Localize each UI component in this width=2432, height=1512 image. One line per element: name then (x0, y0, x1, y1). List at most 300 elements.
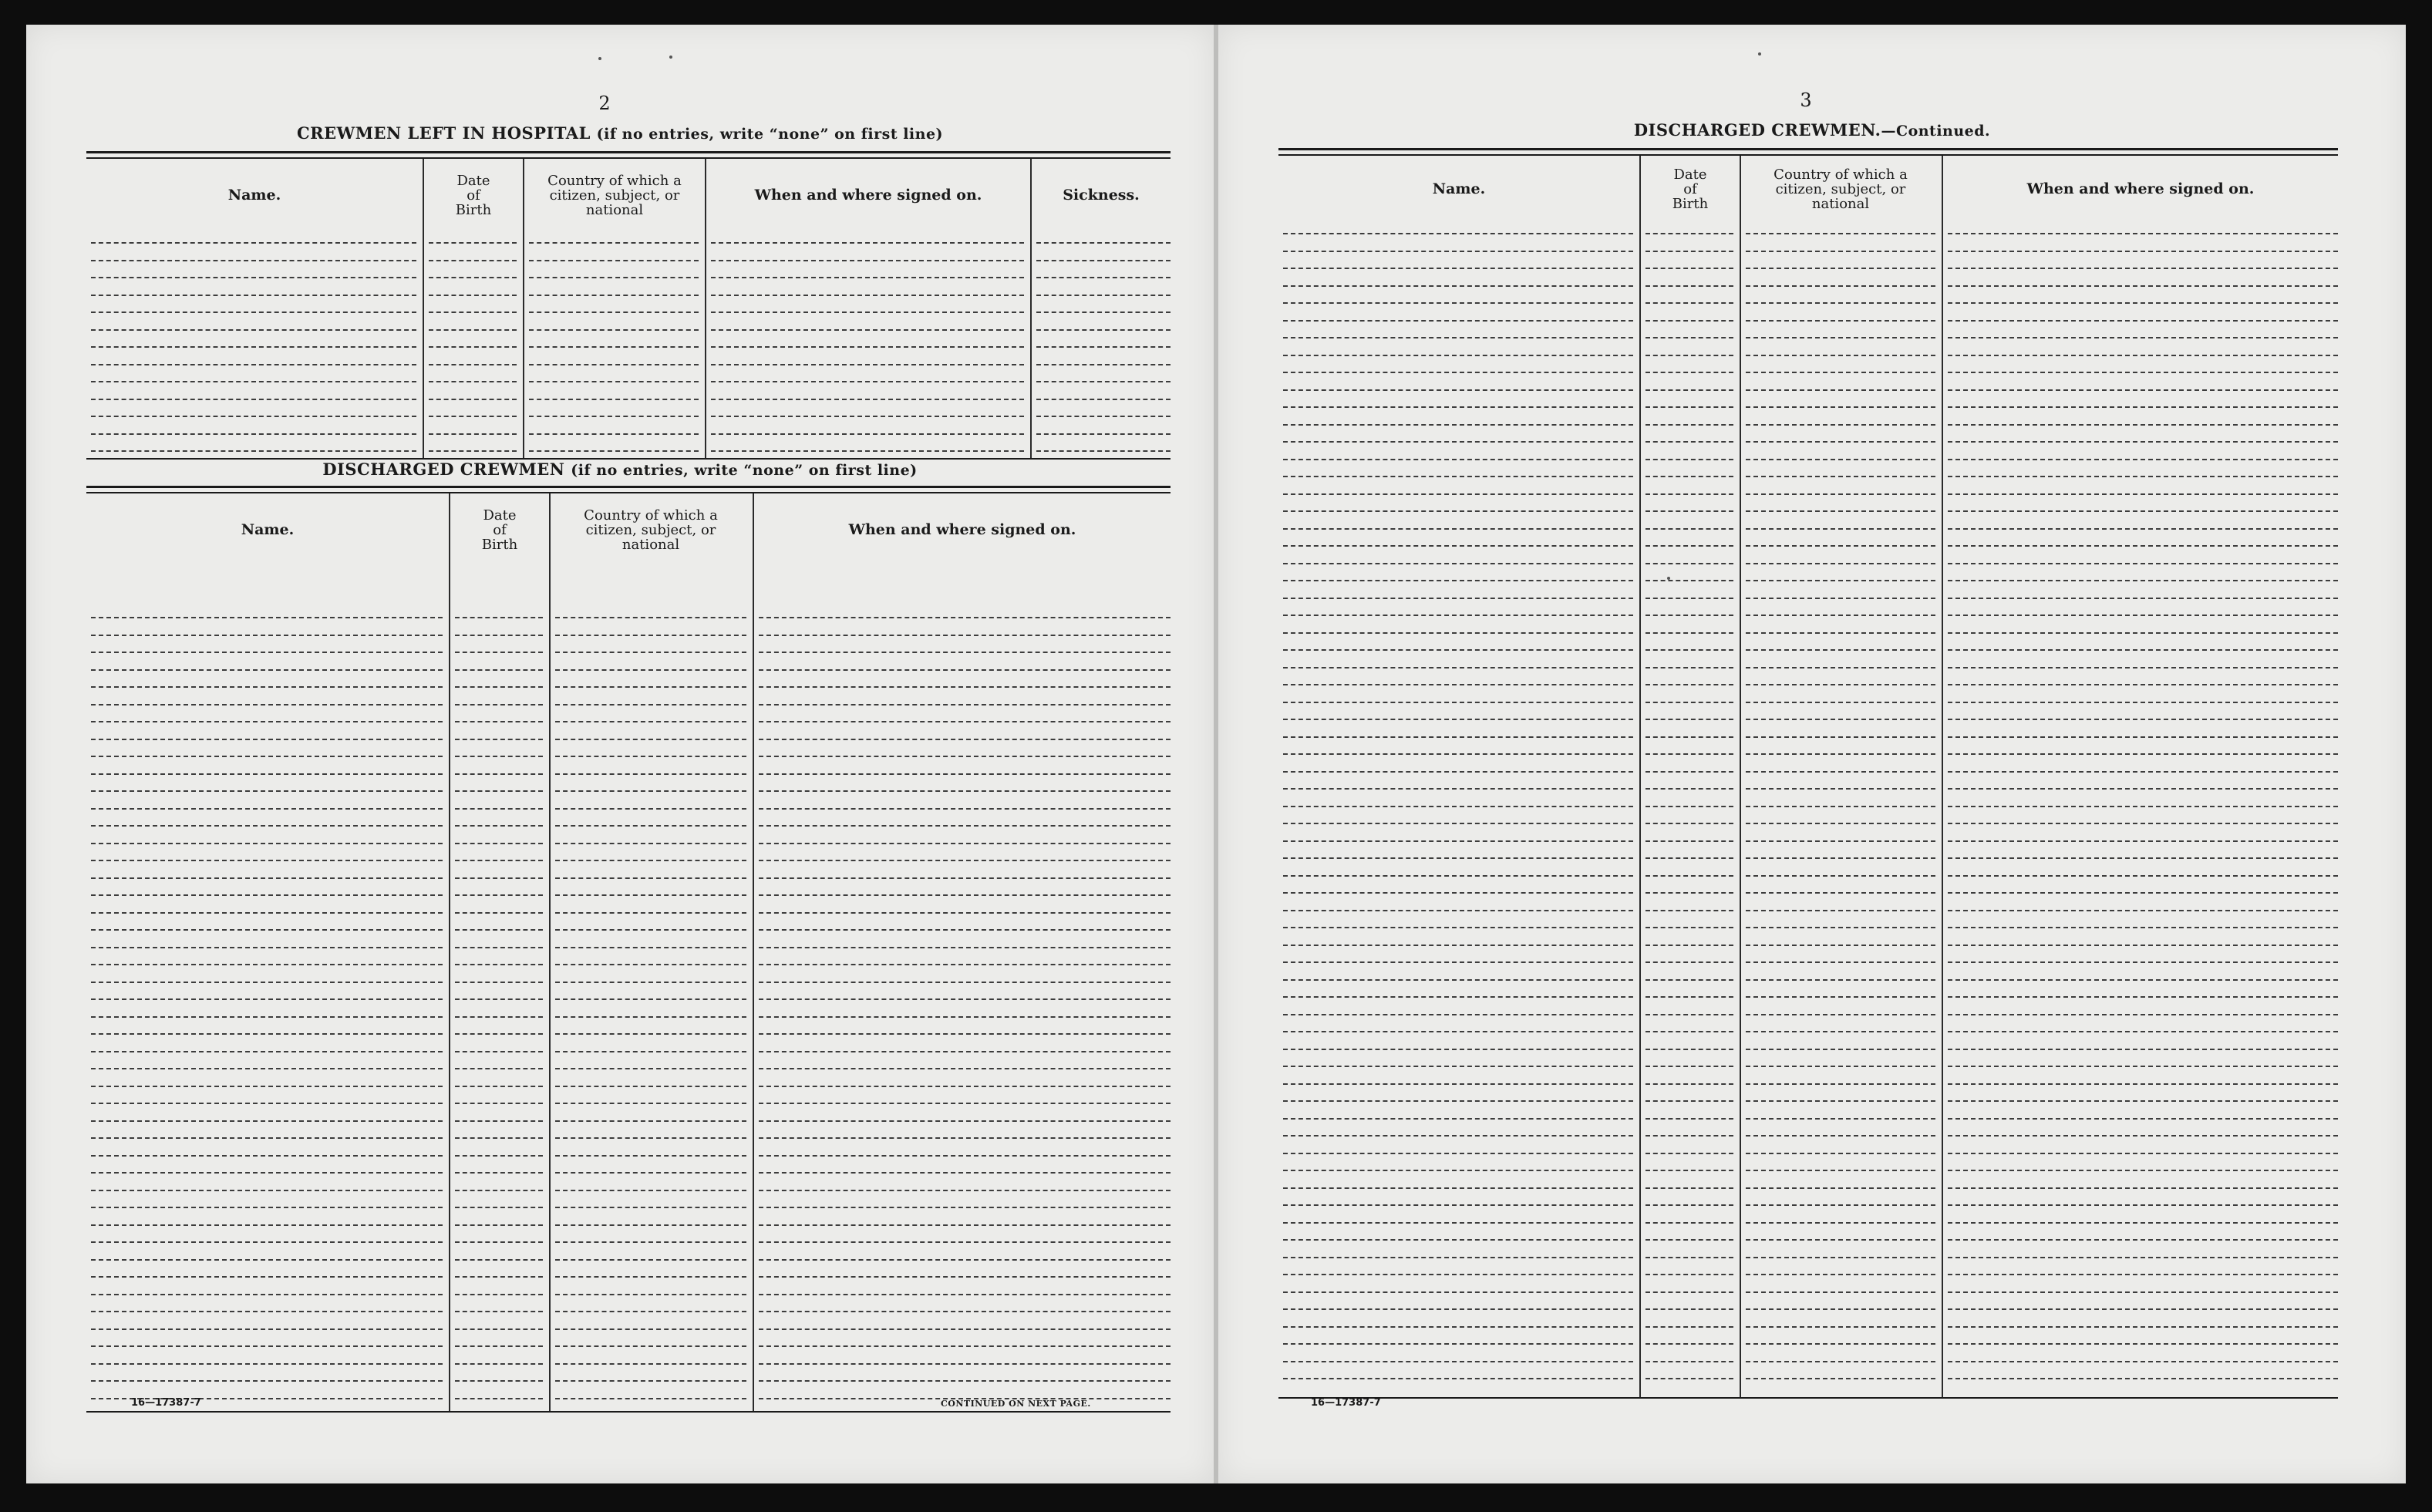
entry-line (555, 1380, 746, 1382)
entry-line (759, 1259, 1171, 1261)
entry-line (1746, 406, 1935, 408)
entry-line (1746, 771, 1935, 773)
entry-line (1283, 1291, 1633, 1293)
entry-line (1645, 233, 1733, 234)
entry-line (555, 739, 746, 740)
entry-line (1645, 1239, 1733, 1241)
entry-line (91, 1207, 443, 1208)
entry-line (1948, 372, 2338, 373)
entry-line (1746, 875, 1935, 877)
entry-line (91, 1190, 443, 1191)
entry-line (455, 964, 543, 965)
scan-speck (1667, 577, 1670, 580)
entry-line (711, 260, 1024, 261)
entry-line (1036, 364, 1171, 365)
entry-line (1645, 649, 1733, 651)
entry-line (455, 617, 543, 618)
entry-line (91, 1259, 443, 1261)
entry-line (1283, 840, 1633, 842)
entry-line (555, 1328, 746, 1330)
entry-line (1746, 788, 1935, 790)
entry-line (1036, 277, 1171, 278)
entry-line (1645, 719, 1733, 720)
entry-line (91, 982, 443, 983)
entry-line (759, 704, 1171, 705)
entry-line (91, 686, 443, 688)
entry-line (455, 860, 543, 861)
entry-line (1283, 372, 1633, 373)
entry-line (1948, 1100, 2338, 1102)
entry-line (1645, 1274, 1733, 1275)
entry-line (1746, 806, 1935, 807)
discharged-table (86, 486, 1171, 1413)
entry-line (1283, 945, 1633, 946)
entry-line (555, 1033, 746, 1035)
entry-line (759, 808, 1171, 810)
entry-line (1645, 684, 1733, 685)
hospital-section-title (26, 123, 1214, 143)
entry-line (455, 998, 543, 1000)
entry-line (1645, 736, 1733, 738)
entry-line (1746, 736, 1935, 738)
entry-line (1746, 598, 1935, 599)
entry-line (1746, 1274, 1935, 1275)
entry-line (91, 1172, 443, 1174)
entry-line (1036, 346, 1171, 348)
entry-line (759, 790, 1171, 792)
entry-line (91, 1016, 443, 1018)
entry-line (429, 346, 517, 348)
entry-line (759, 1345, 1171, 1347)
entry-line (455, 877, 543, 879)
entry-line (455, 669, 543, 671)
entry-line (1036, 295, 1171, 296)
entry-line (1948, 857, 2338, 859)
entry-line (91, 843, 443, 844)
entry-line (759, 1086, 1171, 1087)
entry-line (1948, 1343, 2338, 1345)
entry-line (1948, 702, 2338, 703)
entry-line (91, 877, 443, 879)
entry-line (455, 929, 543, 931)
entry-line (1283, 1239, 1633, 1241)
entry-line (1948, 927, 2338, 928)
entry-line (91, 329, 416, 331)
entry-line (555, 1068, 746, 1069)
entry-line (1645, 1326, 1733, 1328)
entry-line (455, 739, 543, 740)
entry-line (555, 1259, 746, 1261)
entry-line (1645, 251, 1733, 252)
entry-line (1645, 1257, 1733, 1258)
entry-line (1948, 788, 2338, 790)
entry-line (1283, 337, 1633, 338)
entry-line (1746, 424, 1935, 426)
entry-line (1746, 1222, 1935, 1224)
entry-line (1645, 528, 1733, 530)
entry-line (91, 1328, 443, 1330)
entry-line (1283, 806, 1633, 807)
entry-line (711, 311, 1024, 313)
entry-line (1645, 337, 1733, 338)
entry-line (1645, 459, 1733, 460)
discharged-continued-title-text: DISCHARGED CREWMEN. (1633, 120, 1881, 140)
entry-line (711, 329, 1024, 331)
entry-line (1746, 233, 1935, 234)
entry-line (1645, 788, 1733, 790)
entry-line (1283, 459, 1633, 460)
entry-line (91, 998, 443, 1000)
entry-line (1746, 649, 1935, 651)
entry-line (1283, 632, 1633, 634)
entry-line (759, 894, 1171, 896)
entry-line (1645, 1361, 1733, 1362)
entry-line (529, 311, 699, 313)
entry-line (455, 1241, 543, 1243)
entry-line (759, 1120, 1171, 1122)
entry-line (711, 433, 1024, 435)
entry-line (1746, 910, 1935, 911)
discharged-title-text: DISCHARGED CREWMEN (322, 460, 565, 479)
entry-line (1283, 563, 1633, 564)
entry-line (1645, 1343, 1733, 1345)
entry-line (1645, 910, 1733, 911)
entry-line (1746, 753, 1935, 755)
entry-line (1948, 1014, 2338, 1015)
discharged-continued-table (1278, 148, 2338, 1399)
entry-line (1948, 1378, 2338, 1379)
entry-line (1746, 372, 1935, 373)
entry-line (1948, 406, 2338, 408)
entry-line (1645, 1066, 1733, 1067)
entry-line (1283, 979, 1633, 981)
entry-line (759, 1224, 1171, 1226)
entry-line (555, 635, 746, 636)
entry-line (1746, 355, 1935, 356)
entry-line (91, 346, 416, 348)
entry-line (1746, 1361, 1935, 1362)
entry-line (1283, 892, 1633, 894)
entry-line (1948, 563, 2338, 564)
entry-line (1645, 1100, 1733, 1102)
entry-line (91, 860, 443, 861)
entry-line (1746, 1257, 1935, 1258)
hospital-title-note: (if no entries, write “none” on first line) (596, 126, 944, 143)
entry-line (91, 635, 443, 636)
entry-line (1948, 1170, 2338, 1171)
entry-line (555, 1224, 746, 1226)
entry-line (759, 669, 1171, 671)
entry-line (455, 1294, 543, 1295)
entry-line (1283, 302, 1633, 304)
entry-line (1746, 961, 1935, 963)
entry-line (1948, 649, 2338, 651)
entry-line (555, 773, 746, 775)
entry-line (759, 1363, 1171, 1365)
entry-line (1645, 441, 1733, 443)
entry-line (455, 825, 543, 827)
form-number: 16—17387-7 (1311, 1397, 1381, 1409)
entry-line (455, 1328, 543, 1330)
entry-line (1746, 320, 1935, 322)
entry-line (1645, 615, 1733, 616)
entry-line (555, 1137, 746, 1139)
entry-line (1283, 788, 1633, 790)
entry-line (529, 381, 699, 382)
entry-line (529, 277, 699, 278)
entry-line (455, 982, 543, 983)
entry-line (455, 1137, 543, 1139)
entry-line (455, 773, 543, 775)
entry-line (91, 669, 443, 671)
entry-line (1948, 979, 2338, 981)
entry-line (91, 790, 443, 792)
entry-line (1283, 719, 1633, 720)
entry-line (1746, 528, 1935, 530)
entry-line (429, 364, 517, 365)
entry-line (429, 381, 517, 382)
entry-line (555, 947, 746, 948)
entry-line (429, 260, 517, 261)
entry-line (555, 1190, 746, 1191)
entry-line (1948, 355, 2338, 356)
entry-line (1036, 450, 1171, 452)
entry-line (1645, 1204, 1733, 1206)
entry-line (1746, 702, 1935, 703)
entry-line (1645, 979, 1733, 981)
entry-line (1283, 1222, 1633, 1224)
entry-line (759, 1241, 1171, 1243)
entry-line (555, 877, 746, 879)
col-header-date-of-birth: Date of Birth (455, 172, 492, 218)
entry-line (1948, 684, 2338, 685)
entry-line (1283, 580, 1633, 581)
discharged-title-note: (if no entries, write “none” on first line) (571, 462, 918, 479)
entry-line (1948, 302, 2338, 304)
entry-line (1645, 632, 1733, 634)
entry-line (555, 982, 746, 983)
entry-line (1746, 667, 1935, 668)
entry-line (1283, 493, 1633, 495)
entry-line (429, 433, 517, 435)
entry-line (1283, 1274, 1633, 1275)
entry-line (455, 1068, 543, 1069)
entry-line (91, 311, 416, 313)
entry-line (555, 912, 746, 914)
entry-line (759, 739, 1171, 740)
entry-line (1948, 806, 2338, 807)
entry-line (1948, 598, 2338, 599)
entry-line (1645, 355, 1733, 356)
right-page (1218, 25, 2406, 1483)
page-number: 2 (598, 93, 611, 114)
entry-line (555, 860, 746, 861)
entry-line (1283, 389, 1633, 391)
entry-line (1283, 320, 1633, 322)
entry-line (1746, 389, 1935, 391)
col-header-sickness: Sickness. (1063, 187, 1140, 204)
entry-line (1746, 510, 1935, 512)
entry-line (1283, 961, 1633, 963)
col-header-name: Name. (1432, 180, 1486, 197)
entry-line (429, 416, 517, 417)
entry-line (455, 1259, 543, 1261)
entry-line (1283, 1204, 1633, 1206)
entry-line (91, 1051, 443, 1052)
form-number: 16—17387-7 (131, 1397, 201, 1409)
entry-line (1036, 311, 1171, 313)
entry-line (759, 773, 1171, 775)
entry-line (711, 416, 1024, 417)
entry-line (555, 1120, 746, 1122)
entry-line (1645, 1031, 1733, 1032)
entry-line (1948, 996, 2338, 998)
entry-line (1283, 510, 1633, 512)
entry-line (1948, 1187, 2338, 1189)
continued-suffix: —Continued. (1881, 123, 1991, 140)
entry-line (1283, 910, 1633, 911)
col-header-country: Country of which a citizen, subject, or national (584, 507, 718, 553)
entry-line (1746, 1326, 1935, 1328)
entry-line (429, 311, 517, 313)
entry-line (1746, 251, 1935, 252)
entry-line (1746, 1153, 1935, 1154)
entry-line (455, 912, 543, 914)
discharged-continued-entry-lines (1278, 148, 2338, 1399)
entry-line (1283, 996, 1633, 998)
entry-line (91, 739, 443, 740)
entry-line (1283, 649, 1633, 651)
entry-line (91, 381, 416, 382)
entry-line (1645, 1291, 1733, 1293)
entry-line (711, 381, 1024, 382)
entry-line (555, 998, 746, 1000)
entry-line (529, 346, 699, 348)
entry-line (1283, 233, 1633, 234)
entry-line (1283, 528, 1633, 530)
entry-line (1645, 1135, 1733, 1137)
entry-line (1746, 979, 1935, 981)
entry-line (455, 635, 543, 636)
entry-line (555, 1016, 746, 1018)
entry-line (1746, 1239, 1935, 1241)
entry-line (1948, 510, 2338, 512)
entry-line (1948, 961, 2338, 963)
entry-line (1746, 840, 1935, 842)
entry-line (1746, 1049, 1935, 1050)
entry-line (1645, 1083, 1733, 1085)
discharged-section-title (26, 460, 1214, 479)
entry-line (711, 364, 1024, 365)
entry-line (1746, 441, 1935, 443)
entry-line (1746, 857, 1935, 859)
entry-line (455, 1190, 543, 1191)
entry-line (1948, 545, 2338, 547)
entry-line (1283, 1326, 1633, 1328)
entry-line (455, 652, 543, 653)
entry-line (1645, 806, 1733, 807)
entry-line (91, 1033, 443, 1035)
entry-line (1645, 1170, 1733, 1171)
entry-line (1283, 1118, 1633, 1120)
entry-line (1746, 1100, 1935, 1102)
entry-line (455, 1155, 543, 1157)
entry-line (1036, 416, 1171, 417)
entry-line (1948, 1308, 2338, 1310)
entry-line (1283, 1066, 1633, 1067)
entry-line (529, 416, 699, 417)
entry-line (1746, 1308, 1935, 1310)
entry-line (555, 1345, 746, 1347)
entry-line (91, 1086, 443, 1087)
entry-line (1948, 736, 2338, 738)
entry-line (91, 1137, 443, 1139)
entry-line (91, 416, 416, 417)
entry-line (1645, 389, 1733, 391)
entry-line (1283, 667, 1633, 668)
entry-line (1283, 268, 1633, 269)
entry-line (555, 721, 746, 722)
entry-line (759, 686, 1171, 688)
entry-line (555, 1207, 746, 1208)
entry-line (759, 1155, 1171, 1157)
entry-line (555, 652, 746, 653)
col-header-signed-on: When and where signed on. (2026, 180, 2255, 197)
entry-line (1948, 910, 2338, 911)
entry-line (759, 1276, 1171, 1278)
entry-line (1283, 355, 1633, 356)
entry-line (555, 756, 746, 757)
entry-line (1746, 684, 1935, 685)
entry-line (1746, 580, 1935, 581)
col-header-name: Name. (227, 187, 281, 204)
entry-line (91, 947, 443, 948)
entry-line (1645, 580, 1733, 581)
entry-line (1283, 771, 1633, 773)
entry-line (759, 1051, 1171, 1052)
entry-line (91, 450, 416, 452)
entry-line (555, 1155, 746, 1157)
entry-line (91, 894, 443, 896)
entry-line (1948, 1204, 2338, 1206)
entry-line (1645, 372, 1733, 373)
entry-line (555, 1294, 746, 1295)
entry-line (91, 773, 443, 775)
hospital-entry-lines (86, 151, 1171, 460)
entry-line (555, 669, 746, 671)
entry-line (1948, 285, 2338, 287)
entry-line (1283, 875, 1633, 877)
col-header-date-of-birth: Date of Birth (1672, 166, 1709, 212)
entry-line (1746, 545, 1935, 547)
entry-line (1645, 961, 1733, 963)
entry-line (455, 1051, 543, 1052)
entry-line (759, 1172, 1171, 1174)
entry-line (1746, 1170, 1935, 1171)
entry-line (529, 295, 699, 296)
entry-line (1645, 945, 1733, 946)
entry-line (455, 721, 543, 722)
entry-line (1948, 389, 2338, 391)
entry-line (1948, 1326, 2338, 1328)
entry-line (1948, 945, 2338, 946)
entry-line (1645, 1378, 1733, 1379)
entry-line (91, 721, 443, 722)
entry-line (1948, 1031, 2338, 1032)
entry-line (1283, 598, 1633, 599)
entry-line (1948, 632, 2338, 634)
entry-line (555, 1363, 746, 1365)
